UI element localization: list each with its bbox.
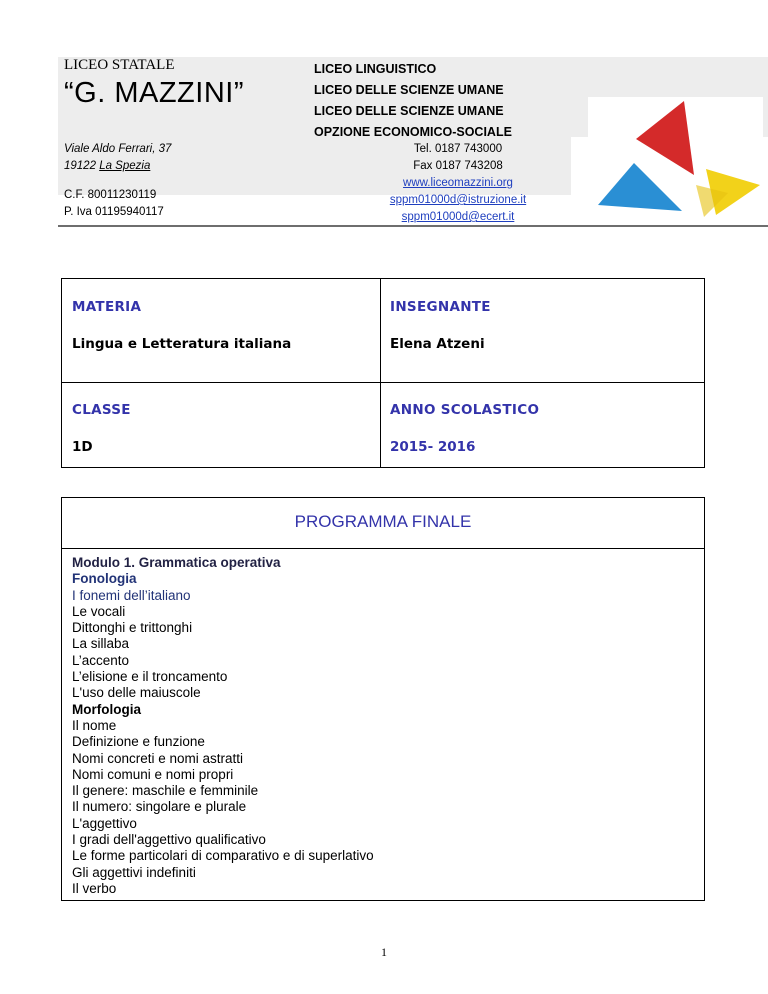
codice-fiscale: C.F. 80011230119 [64,189,157,201]
website-link[interactable]: www.liceomazzini.org [403,177,513,189]
info-row [62,279,704,383]
list-item: L’accento [72,652,130,668]
anno-value: 2015- 2016 [390,439,476,455]
insegnante-label: INSEGNANTE [390,299,491,315]
list-item: Dittonghi e trittonghi [72,620,193,636]
list-item: L’elisione e il troncamento [72,669,228,685]
info-column-divider [380,279,381,467]
list-item: Il nome [72,717,117,733]
list-item: Nomi comuni e nomi propri [72,766,234,782]
program-title-row [62,498,704,549]
page-number: 1 [381,945,387,959]
list-item: I gradi dell'aggettivo qualificativo [72,832,266,848]
list-item: Il numero: singolare e plurale [72,799,247,815]
fax: Fax 0187 743208 [413,160,503,172]
insegnante-value: Elena Atzeni [390,336,485,352]
list-item: Definizione e funzione [72,734,205,750]
course-item: OPZIONE ECONOMICO-SOCIALE [314,125,512,139]
letterhead [58,57,768,227]
course-item: LICEO DELLE SCIENZE UMANE [314,83,504,97]
list-item: Il genere: maschile e femminile [72,783,259,799]
school-type: LICEO STATALE [64,57,175,73]
school-name: “G. MAZZINI” [64,77,244,109]
list-item: I fonemi dell’italiano [72,587,191,603]
contacts [358,141,558,226]
list-item: La sillaba [72,636,130,652]
program-box [61,497,705,901]
materia-label: MATERIA [72,299,142,315]
list-item: L'uso delle maiuscole [72,685,201,701]
module-heading: Modulo 1. Grammatica operativa [72,555,281,570]
course-info-table [61,278,705,468]
address-city-name: La Spezia [99,160,151,172]
email-link[interactable]: sppm01000d@istruzione.it [389,194,527,206]
list-item: Le vocali [72,603,126,619]
pec-email-link[interactable]: sppm01000d@ecert.it [401,211,515,223]
list-item: Le forme particolari di comparativo e di superlativo [72,848,374,864]
address-city-text: 19122 La Spezia [64,160,151,172]
classe-value: 1D [72,439,93,455]
program-title: PROGRAMMA FINALE [294,512,472,531]
course-item: LICEO LINGUISTICO [314,62,437,76]
section-heading: Morfologia [72,701,141,717]
section-heading: Fonologia [72,571,137,587]
colored-triangles-logo-icon [588,97,763,220]
classe-label: CLASSE [72,402,131,418]
list-item: Il verbo [72,880,117,896]
address-city [64,158,171,175]
list-item: Gli aggettivi indefiniti [72,864,196,880]
address-street: Viale Aldo Ferrari, 37 [64,143,172,155]
telephone: Tel. 0187 743000 [413,143,503,155]
list-item: Nomi concreti e nomi astratti [72,750,244,766]
program-list [72,555,374,897]
anno-label: ANNO SCOLASTICO [390,402,540,418]
materia-value: Lingua e Letteratura italiana [72,336,292,352]
partita-iva: P. Iva 01195940117 [64,206,164,218]
list-item: L'aggettivo [72,815,137,831]
school-address [64,141,171,175]
school-logo [588,97,763,220]
course-item: LICEO DELLE SCIENZE UMANE [314,104,504,118]
course-list [314,59,512,143]
fiscal-codes [64,187,164,221]
